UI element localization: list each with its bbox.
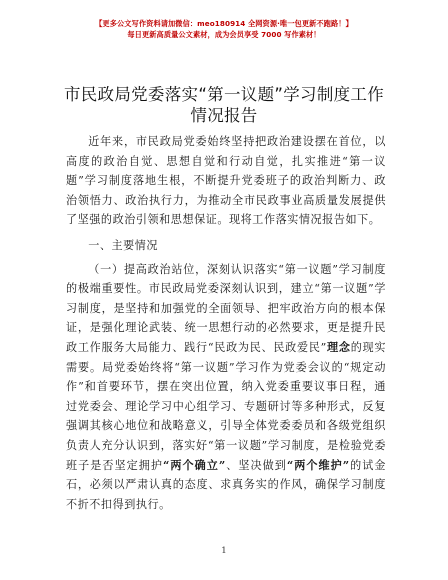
- promo-banner: [0, 18, 448, 40]
- paragraph-one-bold-a: 理念: [326, 340, 351, 354]
- document-title-line1: 市民政局党委落实“第一议题”学习制度工作: [63, 85, 385, 104]
- promo-banner-line2: 每日更新高质量公文素材，成为会员享受 7000 写作素材！: [127, 30, 321, 39]
- paragraph-one-bold-c: “两个维护”: [286, 458, 350, 472]
- section-heading: 一、主要情况: [88, 238, 159, 252]
- intro-paragraph: 近年来，市民政局党委始终坚持把政治建设摆在首位，以高度的政治自觉、思想自觉和行动自觉，扎实推进“第一议题”学习制度落地生根，不断提升党委班子的政治判断力、政治领悟力、政治执行力，为推动全市民政事业高质量发展提供了坚强的政治引领和思想保证。现将工作落实情况报告如下。: [66, 135, 386, 227]
- paragraph-one-bold-b: “两个确立”: [162, 458, 226, 472]
- paragraph-one-text-a: （一）提高政治站位，深刻认识落实“第一议题”学习制度的极端重要性。市民政局党委深刻认识到，建立“第一议题”学习制度，是坚持和加强党的全面领导、把牢政治方向的根本保证，是强化理论武装、统一思想行动的必然要求，更是提升民政工作服务大局能力、践行“民政为民、民政爱民”: [66, 262, 386, 354]
- paragraph-one-text-b: 的现实需要。局党委始终将“第一议题”学习作为党委会议的“规定动作”和首要环节，摆在突出位置，纳入党委重要议事日程，通过党委会、理论学习中心组学习、专题研讨等多种形式，反复强调其核心地位和战略意义，引导全体党委委员和各级党组织负责人充分认识到，落实好“第一议题”学习制度，是检验党委班子是否坚定拥护: [66, 340, 386, 472]
- paragraph-one: [66, 260, 386, 515]
- document-title-line2: 情况报告: [190, 106, 258, 125]
- document-title: [40, 84, 408, 126]
- page-number: 1: [221, 546, 227, 556]
- promo-banner-line1: 【更多公文写作资料请加微信：meo180914 全网资源·唯一包更新不跑路！】: [95, 19, 353, 28]
- paragraph-one-text-c: 、坚决做到: [225, 458, 287, 472]
- document-body: [66, 132, 386, 514]
- paragraph-one-text-d: 的试金石，必须以严肃认真的态度、求真务实的作风，确保学习制度不折不扣得到执行。: [66, 458, 387, 511]
